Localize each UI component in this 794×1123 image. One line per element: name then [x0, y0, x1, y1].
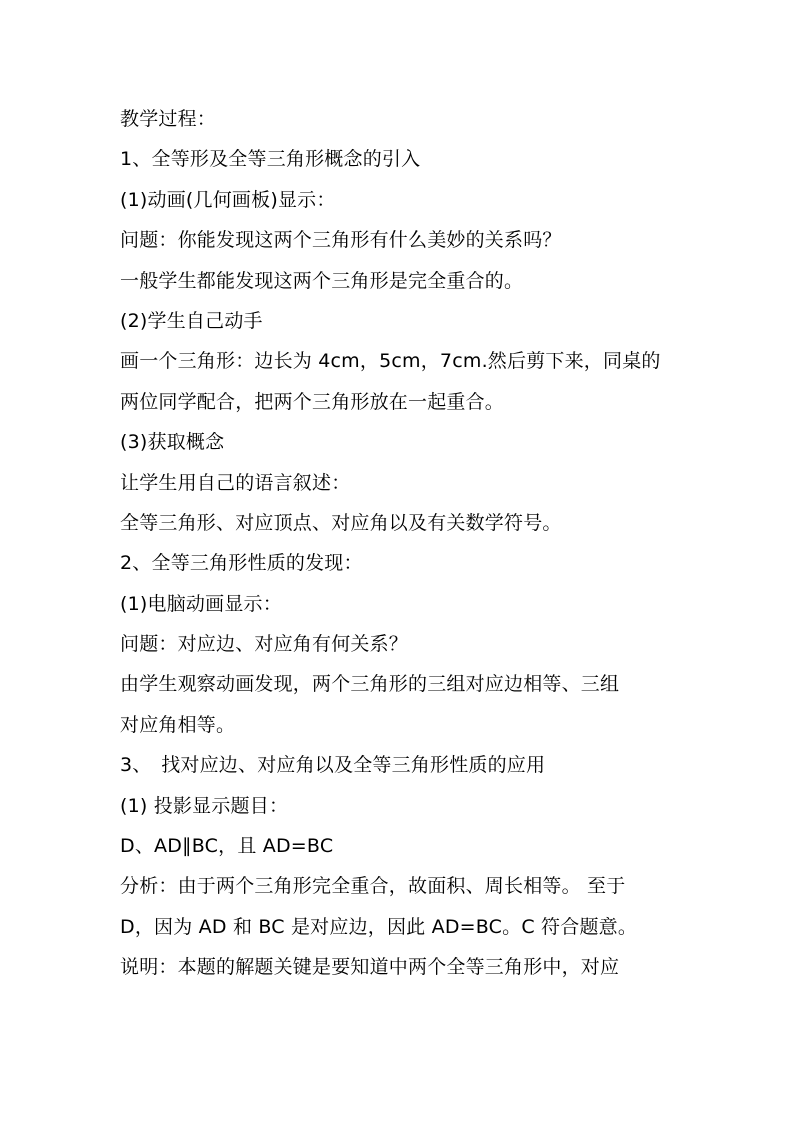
option-d-line: D、AD∥BC，且 AD=BC — [120, 835, 334, 858]
paragraph-line: 全等三角形、对应顶点、对应角以及有关数学符号。 — [120, 511, 562, 534]
paragraph-line: 对应角相等。 — [120, 713, 236, 736]
paragraph-line: 由学生观察动画发现，两个三角形的三组对应边相等、三组 — [120, 673, 620, 696]
paragraph-line: 让学生用自己的语言叙述： — [120, 471, 351, 494]
analysis-line: 分析：由于两个三角形完全重合，故面积、周长相等。 至于 — [120, 875, 626, 898]
step-1-3: (3)获取概念 — [120, 431, 225, 454]
document-body — [120, 99, 680, 988]
section-3-title: 3、 找对应边、对应角以及全等三角形性质的应用 — [120, 754, 546, 777]
step-2-1: (1)电脑动画显示： — [120, 592, 282, 615]
section-2-title: 2、全等三角形性质的发现： — [120, 552, 363, 575]
step-1-1: (1)动画(几何画板)显示： — [120, 188, 336, 211]
paragraph-line: 画一个三角形：边长为 4cm，5cm，7cm.然后剪下来，同桌的 — [120, 350, 661, 373]
step-3-1: (1) 投影显示题目： — [120, 794, 289, 817]
step-1-2: (2)学生自己动手 — [120, 309, 263, 332]
heading-teaching-process: 教学过程： — [120, 108, 217, 130]
question-line: 问题：你能发现这两个三角形有什么美妙的关系吗？ — [120, 229, 562, 252]
paragraph-line: 两位同学配合，把两个三角形放在一起重合。 — [120, 390, 505, 413]
paragraph-line: D，因为 AD 和 BC 是对应边，因此 AD=BC。C 符合题意。 — [120, 915, 638, 938]
section-1-title: 1、全等形及全等三角形概念的引入 — [120, 148, 421, 171]
question-line: 问题：对应边、对应角有何关系？ — [120, 633, 409, 656]
paragraph-line: 一般学生都能发现这两个三角形是完全重合的。 — [120, 269, 524, 292]
explanation-line: 说明：本题的解题关键是要知道中两个全等三角形中，对应 — [120, 956, 620, 979]
